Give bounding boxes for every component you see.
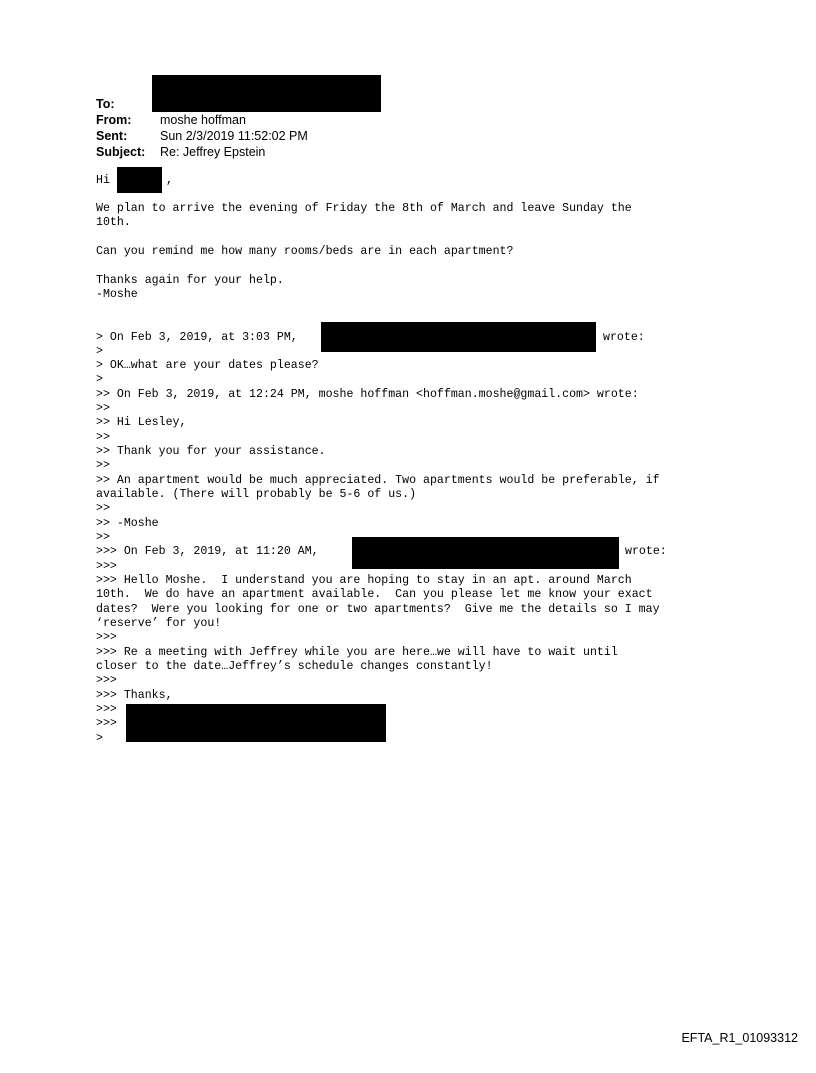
quote-line: >> On Feb 3, 2019, at 12:24 PM, moshe hoffman <hoffman.moshe@gmail.com> wrote: [96, 388, 639, 401]
quote-line-16-prefix: >>> On Feb 3, 2019, at 11:20 AM, [96, 545, 319, 558]
quote-line: >> [96, 502, 110, 515]
quote-line: >> [96, 459, 110, 472]
quote-line: >>> Hello Moshe. I understand you are hoping to stay in an apt. around March [96, 574, 632, 587]
greeting-prefix: Hi [96, 174, 117, 187]
sent-value: Sun 2/3/2019 11:52:02 PM [160, 129, 308, 143]
from-label: From: [96, 113, 132, 127]
quote-line: >> [96, 531, 110, 544]
redaction-sender-1 [321, 322, 596, 352]
quote-line: >>> [96, 674, 117, 687]
greeting-suffix: , [166, 174, 173, 187]
redaction-to [152, 75, 381, 112]
quote-line-1-suffix: wrote: [603, 331, 645, 344]
quote-line: closer to the date…Jeffrey’s schedule changes constantly! [96, 660, 493, 673]
sent-label: Sent: [96, 129, 128, 143]
quote-line: ‘reserve’ for you! [96, 617, 222, 630]
paragraph-1-line-2: 10th. [96, 216, 131, 229]
quote-line: >>> Thanks, [96, 689, 173, 702]
redaction-signature-block [126, 704, 386, 742]
quote-line: > [96, 732, 103, 745]
quote-line: >>> [96, 717, 117, 730]
quote-line-1-prefix: > On Feb 3, 2019, at 3:03 PM, [96, 331, 298, 344]
signature: -Moshe [96, 288, 138, 301]
thanks-line: Thanks again for your help. [96, 274, 284, 287]
quote-line: >> Hi Lesley, [96, 416, 187, 429]
quote-line: 10th. We do have an apartment available. Can you please let me know your exact [96, 588, 653, 601]
quote-line: >>> Re a meeting with Jeffrey while you are here…we will have to wait until [96, 646, 618, 659]
paragraph-1-line-1: We plan to arrive the evening of Friday the 8th of March and leave Sunday the [96, 202, 632, 215]
from-value: moshe hoffman [160, 113, 246, 127]
quote-line: dates? Were you looking for one or two apartments? Give me the details so I may [96, 603, 660, 616]
quote-line: > [96, 373, 103, 386]
quote-line: available. (There will probably be 5-6 of us.) [96, 488, 417, 501]
redaction-sender-2 [352, 537, 619, 569]
quote-line: >> Thank you for your assistance. [96, 445, 326, 458]
subject-label: Subject: [96, 145, 146, 159]
quote-line: > OK…what are your dates please? [96, 359, 319, 372]
subject-value: Re: Jeffrey Epstein [160, 145, 266, 159]
quote-line: >>> [96, 560, 117, 573]
quote-line: >>> [96, 703, 117, 716]
quote-line: >> An apartment would be much appreciated. Two apartments would be preferable, if [96, 474, 660, 487]
quote-line-16-suffix: wrote: [625, 545, 667, 558]
quote-line: >> [96, 431, 110, 444]
redaction-greeting-name [117, 167, 162, 193]
quote-line: >> -Moshe [96, 517, 159, 530]
paragraph-2: Can you remind me how many rooms/beds are in each apartment? [96, 245, 514, 258]
document-id: EFTA_R1_01093312 [681, 1031, 798, 1045]
quote-line: > [96, 345, 103, 358]
to-label: To: [96, 97, 115, 111]
quote-line: >> [96, 402, 110, 415]
quote-line: >>> [96, 631, 117, 644]
